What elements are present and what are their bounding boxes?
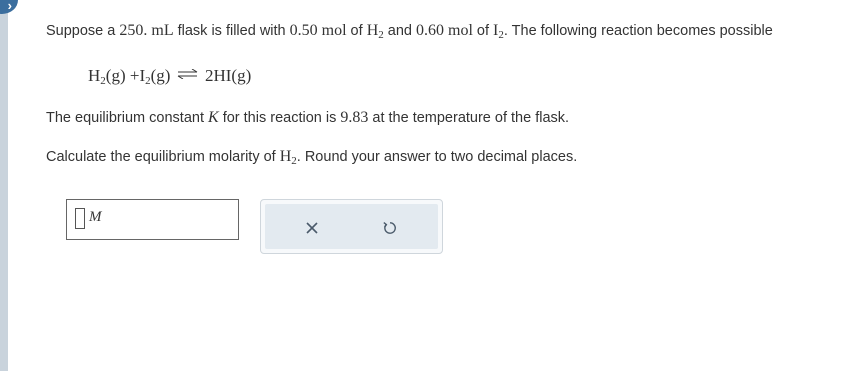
action-panel [260, 199, 443, 254]
clear-button[interactable] [299, 216, 325, 240]
action-panel-inner [265, 204, 438, 249]
unit-label: M [89, 209, 102, 225]
volume-value: 250. mL [119, 22, 174, 39]
left-edge-bar [0, 0, 8, 371]
k-symbol: K [208, 109, 219, 126]
x-icon [305, 221, 319, 235]
chevron-right-icon: › [7, 0, 12, 13]
task-text: Calculate the equilibrium molarity of $H_2$. Round your answer to two decimal places. [46, 148, 578, 167]
equilibrium-arrow-icon [177, 69, 199, 79]
answer-entry-field[interactable] [75, 208, 85, 229]
k-value: 9.83 [340, 109, 369, 126]
h2-amount: 0.50 mol [289, 22, 347, 39]
undo-button[interactable] [377, 216, 403, 240]
answer-input[interactable] [66, 199, 239, 240]
undo-icon [382, 220, 398, 236]
reaction-equation: $H_2(g) +I_2(g)$ 2HI(g) [88, 66, 252, 87]
h2-formula: $H_2$ [366, 22, 384, 41]
equilibrium-constant-text: The equilibrium constant K for this reaction is 9.83 at the temperature of the flask. [46, 109, 570, 126]
i2-formula: $I_2$ [493, 22, 504, 41]
question-intro: Suppose a 250. mL flask is filled with 0.50 mol of $H_2$ and 0.60 mol of $I_2$. The following reaction becomes possible [46, 22, 773, 41]
i2-amount: 0.60 mol [416, 22, 473, 39]
h2-formula-task: $H_2$ [279, 148, 297, 167]
collapse-tab[interactable] [0, 0, 18, 14]
